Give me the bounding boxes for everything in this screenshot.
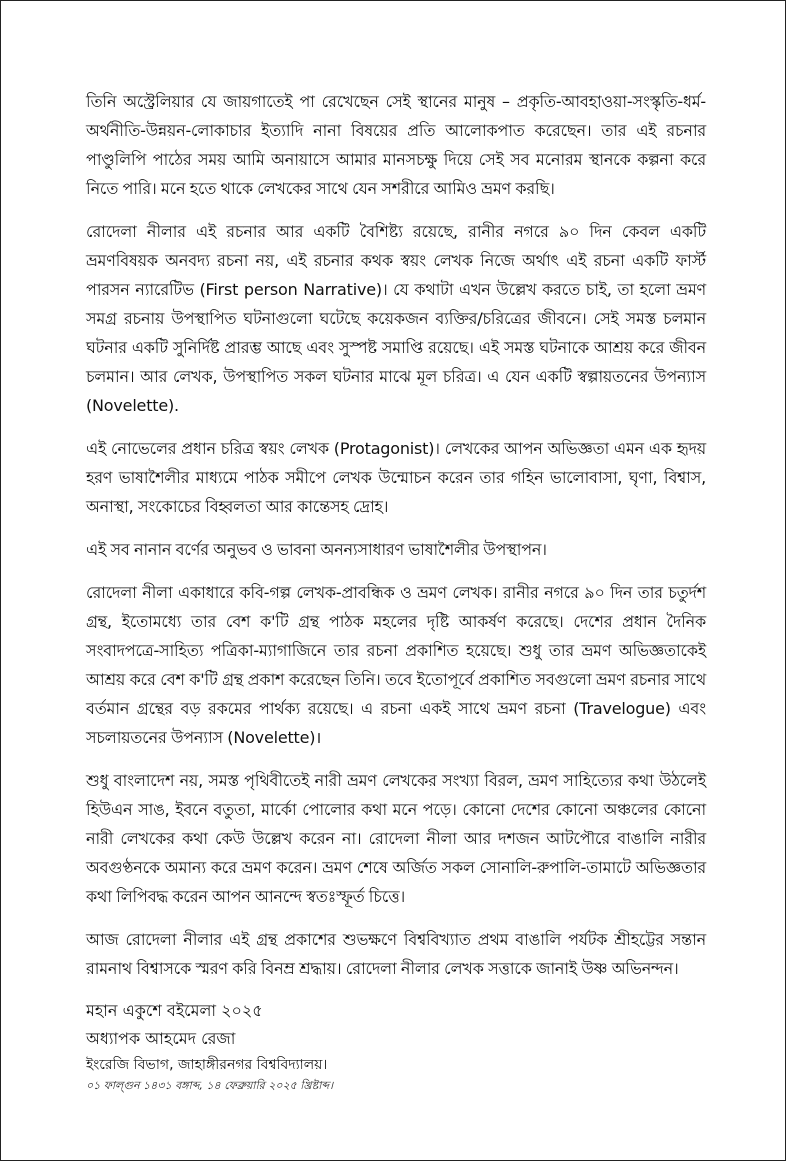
- signature-event: মহান একুশে বইমেলা ২০২৫: [86, 1001, 263, 1020]
- signature-affiliation: ইংরেজি বিভাগ, জাহাঙ্গীরনগর বিশ্ববিদ্যালয়।: [86, 1057, 328, 1073]
- document-body: [86, 87, 706, 1095]
- paragraph-6: শুধু বাংলাদেশ নয়, সমস্ত পৃথিবীতেই নারী ভ্রমণ লেখকের সংখ্যা বিরল, ভ্রমণ সাহিত্যের কথা উঠলেই হিউএন সাঙ, ইবনে বতুতা, মার্কো পোলোর কথা মনে পড়ে। কোনো দেশের কোনো অঞ্চলের কোনো নারী লেখকের কথা কেউ উল্লেখ করেন না। রোদেলা নীলা আর দশজন আটপৌরে বাঙালি নারীর অবগুণ্ঠনকে অমান্য করে ভ্রমণ করেন। ভ্রমণ শেষে অর্জিত সকল সোনালি-রুপালি-তামাটে অভিজ্ঞতার কথা লিপিবদ্ধ করেন আপন আনন্দে স্বতঃস্ফূর্ত চিত্তে।: [86, 771, 706, 906]
- paragraph-5: রোদেলা নীলা একাধারে কবি-গল্প লেখক-প্রাবন্ধিক ও ভ্রমণ লেখক। রানীর নগরে ৯০ দিন তার চতুর্দশ গ্রন্থ, ইতোমধ্যে তার বেশ ক'টি গ্রন্থ পাঠক মহলের দৃষ্টি আকর্ষণ করেছে। দেশের প্রধান দৈনিক সংবাদপত্রে-সাহিত্য পত্রিকা-ম্যাগাজিনে তার রচনা প্রকাশিত হয়েছে। শুধু তার ভ্রমণ অভিজ্ঞতাকেই আশ্রয় করে বেশ ক'টি গ্রন্থ প্রকাশ করেছেন তিনি। তবে ইতোপূর্বে প্রকাশিত সবগুলো ভ্রমণ রচনার সাথে বর্তমান গ্রন্থের বড় রকমের পার্থক্য রয়েছে। এ রচনা একই সাথে ভ্রমণ রচনা (Travelogue) এবং সচলায়তনের উপন্যাস (Novelette)।: [86, 583, 706, 747]
- signature-block: [86, 997, 706, 1095]
- paragraph-1: তিনি অস্ট্রেলিয়ার যে জায়গাতেই পা রেখেছেন সেই স্থানের মানুষ – প্রকৃতি-আবহাওয়া-সংস্কৃতি-ধর্ম-অর্থনীতি-উন্নয়ন-লোকাচার ইত্যাদি নানা বিষয়ের প্রতি আলোকপাত করেছেন। তার এই রচনার পাণ্ডুলিপি পাঠের সময় আমি অনায়াসে আমার মানসচক্ষু দিয়ে সেই সব মনোরম স্থানকে কল্পনা করে নিতে পারি। মনে হতে থাকে লেখকের সাথে যেন সশরীরে আমিও ভ্রমণ করছি।: [86, 92, 706, 198]
- signature-date: ০১ ফাল্গুন ১৪৩১ বঙ্গাব্দ, ১৪ ফেব্রুয়ারি ২০২৫ খ্রিষ্টাব্দ।: [86, 1079, 334, 1092]
- paragraph-3: এই নোভেলের প্রধান চরিত্র স্বয়ং লেখক (Protagonist)। লেখকের আপন অভিজ্ঞতা এমন এক হৃদয় হরণ ভাষাশৈলীর মাধ্যমে পাঠক সমীপে লেখক উন্মোচন করেন তার গহিন ভালোবাসা, ঘৃণা, বিশ্বাস, অনাস্থা, সংকোচের বিহ্বলতা আর কান্তেসহ দ্রোহ।: [86, 439, 706, 516]
- paragraph-7: আজ রোদেলা নীলার এই গ্রন্থ প্রকাশের শুভক্ষণে বিশ্ববিখ্যাত প্রথম বাঙালি পর্যটক শ্রীহট্টের সন্তান রামনাথ বিশ্বাসকে স্মরণ করি বিনম্র শ্রদ্ধায়। রোদেলা নীলার লেখক সত্তাকে জানাই উষ্ণ অভিনন্দন।: [86, 930, 706, 978]
- signature-author: অধ্যাপক আহমেদ রেজা: [86, 1029, 236, 1048]
- paragraph-2: রোদেলা নীলার এই রচনার আর একটি বৈশিষ্ট্য রয়েছে, রানীর নগরে ৯০ দিন কেবল একটি ভ্রমণবিষয়ক অনবদ্য রচনা নয়, এই রচনার কথক স্বয়ং লেখক নিজে অর্থাৎ এই রচনা একটি ফার্স্ট পারসন ন্যারেটিভ (First person Narrative)। যে কথাটা এখন উল্লেখ করতে চাই, তা হলো ভ্রমণ সমগ্র রচনায় উপস্থাপিত ঘটনাগুলো ঘটেছে কয়েকজন ব্যক্তির/চরিত্রের জীবনে। সেই সমস্ত চলমান ঘটনার একটি সুনির্দিষ্ট প্রারম্ভ আছে এবং সুস্পষ্ট সমাপ্তি রয়েছে। এই সমস্ত ঘটনাকে আশ্রয় করে জীবন চলমান। আর লেখক, উপস্থাপিত সকল ঘটনার মাঝে মূল চরিত্র। এ যেন একটি স্বল্পায়তনের উপন্যাস (Novelette).: [86, 222, 706, 415]
- paragraph-4: এই সব নানান বর্ণের অনুভব ও ভাবনা অনন্যসাধারণ ভাষাশৈলীর উপস্থাপন।: [86, 540, 547, 559]
